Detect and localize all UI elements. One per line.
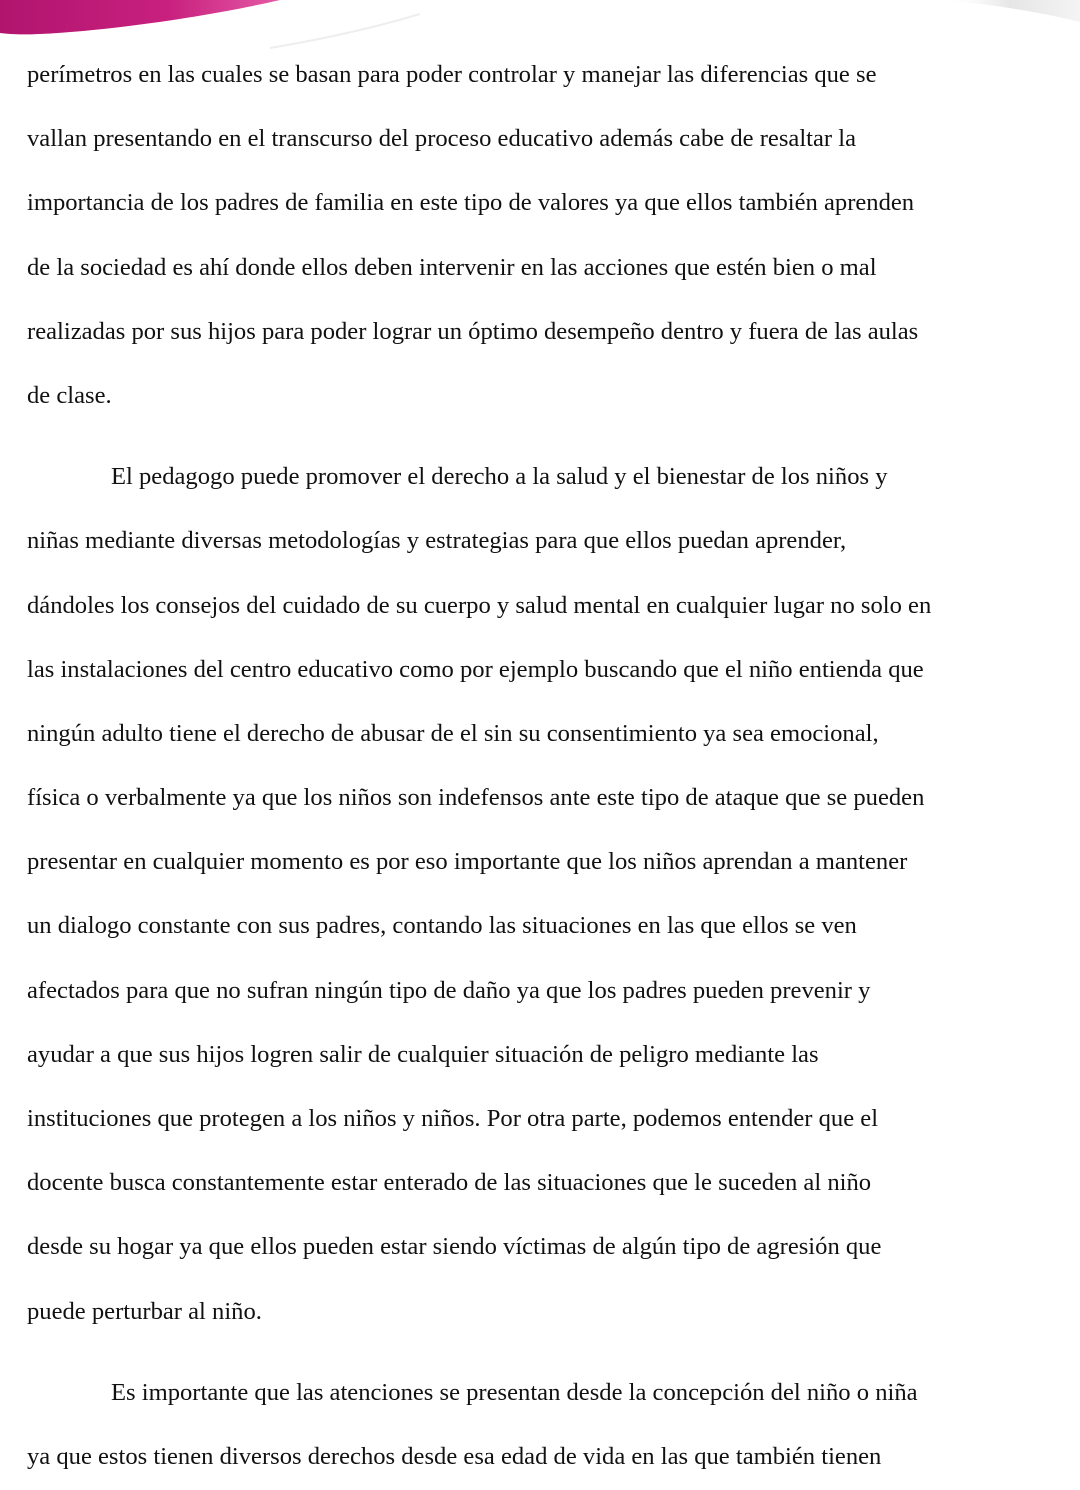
text-line: docente busca constantemente estar enterado de las situaciones que le suceden al niño bbox=[27, 1169, 872, 1197]
text-line: ayudar a que sus hijos logren salir de cualquier situación de peligro mediante las bbox=[27, 1040, 819, 1068]
text-line: instituciones que protegen a los niños y niños. Por otra parte, podemos entender que el bbox=[27, 1105, 879, 1132]
text-line: El pedagogo puede promover el derecho a la salud y el bienestar de los niños y bbox=[111, 463, 888, 491]
text-line: puede perturbar al niño. bbox=[27, 1297, 262, 1325]
text-line: niñas mediante diversas metodologías y estrategias para que ellos puedan aprender, bbox=[27, 527, 847, 555]
paragraph-gap bbox=[27, 428, 1067, 445]
paragraph bbox=[27, 43, 1067, 428]
text-line: ningún adulto tiene el derecho de abusar de el sin su consentimiento ya sea emocional, bbox=[27, 719, 879, 747]
text-line: afectados para que no sufran ningún tipo de daño ya que los padres pueden prevenir y bbox=[27, 976, 871, 1004]
text-line: desde su hogar ya que ellos pueden estar siendo víctimas de algún tipo de agresión que bbox=[27, 1233, 882, 1261]
text-line: realizadas por sus hijos para poder lograr un óptimo desempeño dentro y fuera de las aulas bbox=[27, 317, 919, 345]
text-line: Es importante que las atenciones se presentan desde la concepción del niño o niña bbox=[111, 1378, 918, 1406]
text-line: presentar en cualquier momento es por eso importante que los niños aprendan a mantener bbox=[27, 848, 908, 876]
document-body bbox=[27, 43, 1067, 1489]
text-line: importancia de los padres de familia en este tipo de valores ya que ellos también aprenden bbox=[27, 189, 915, 217]
text-line: perímetros en las cuales se basan para poder controlar y manejar las diferencias que se bbox=[27, 61, 877, 88]
paragraph-gap bbox=[27, 1344, 1067, 1361]
paragraph bbox=[27, 445, 1067, 1344]
swoosh-shape bbox=[0, 0, 280, 34]
text-line: de la sociedad es ahí donde ellos deben intervenir en las acciones que estén bien o mal bbox=[27, 253, 877, 281]
text-line: dándoles los consejos del cuidado de su cuerpo y salud mental en cualquier lugar no solo en bbox=[27, 591, 932, 619]
text-line: un dialogo constante con sus padres, contando las situaciones en las que ellos se ven bbox=[27, 912, 857, 940]
text-line: física o verbalmente ya que los niños son indefensos ante este tipo de ataque que se pueden bbox=[27, 784, 925, 812]
paragraph bbox=[27, 1361, 1067, 1489]
swoosh-grey-shape bbox=[940, 0, 1080, 22]
text-line: las instalaciones del centro educativo como por ejemplo buscando que el niño entienda que bbox=[27, 655, 924, 683]
text-line: vallan presentando en el transcurso del proceso educativo además cabe de resaltar la bbox=[27, 125, 856, 153]
text-line: de clase. bbox=[27, 381, 112, 409]
text-line: ya que estos tienen diversos derechos desde esa edad de vida en las que también tienen bbox=[27, 1442, 882, 1470]
